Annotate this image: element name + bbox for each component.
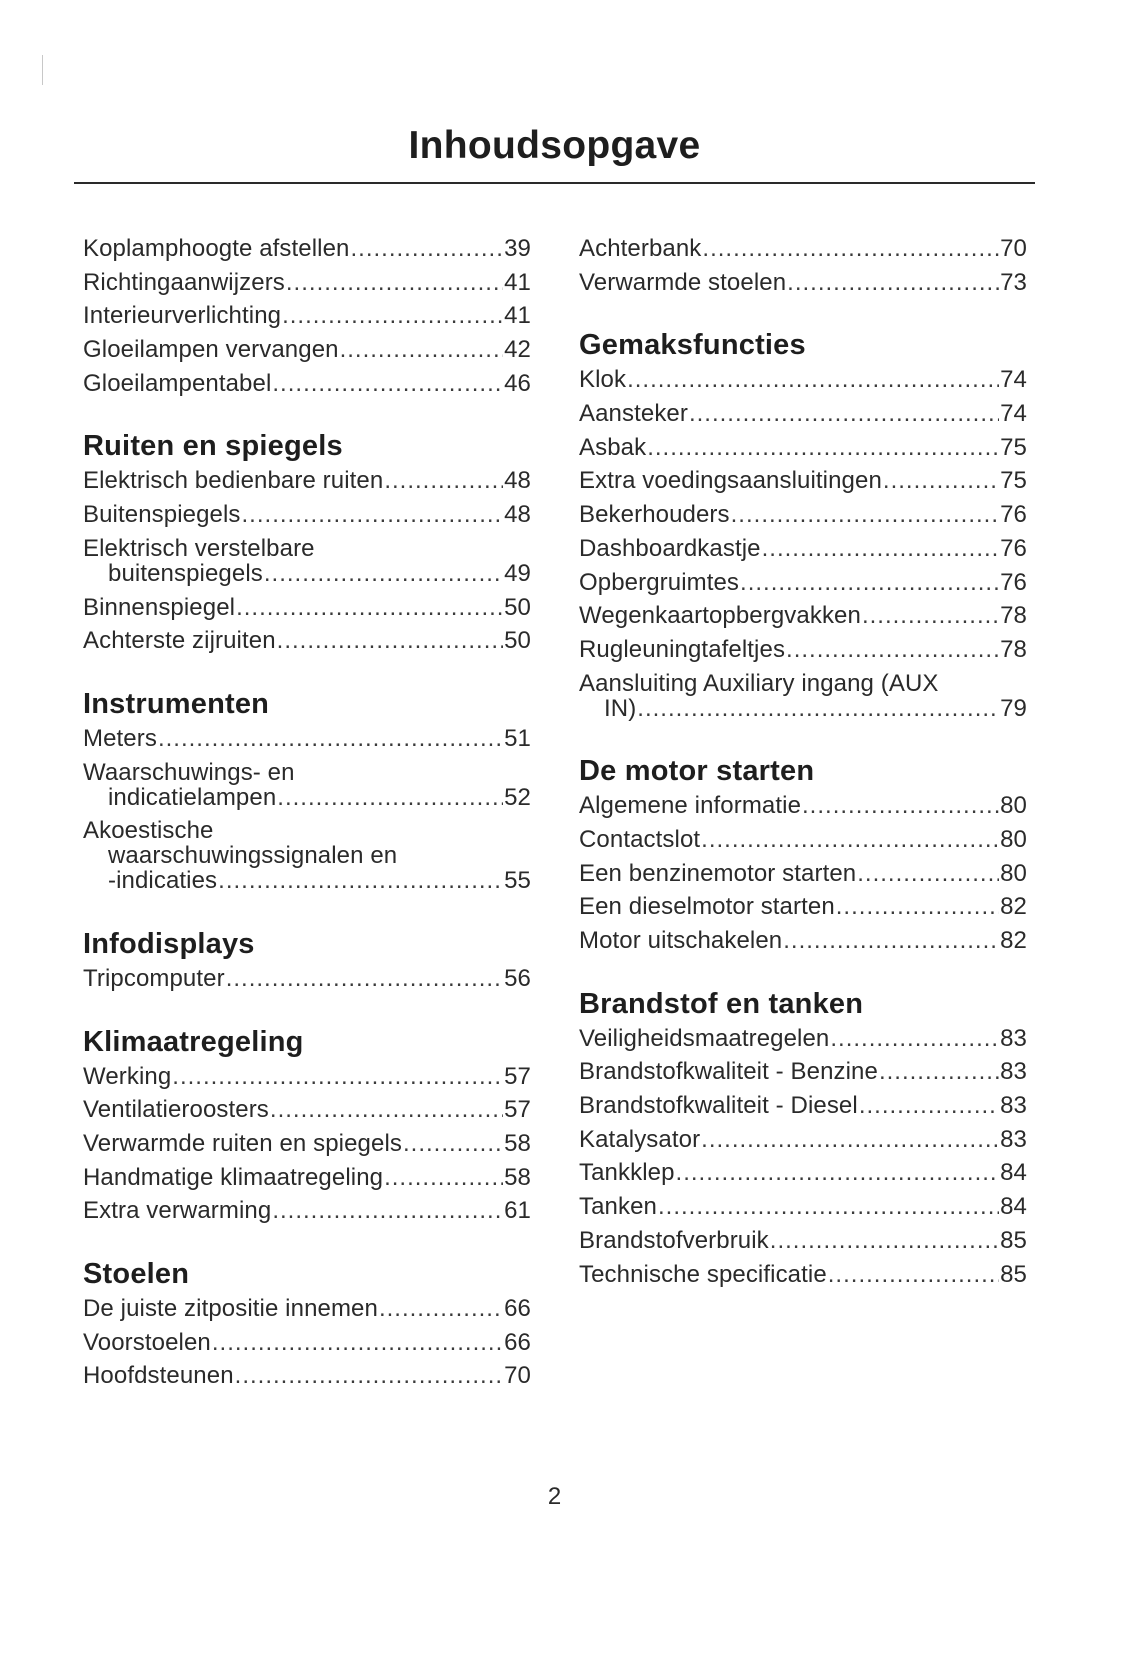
entry-row	[579, 536, 1027, 561]
entry-row	[83, 1296, 531, 1321]
entry-row	[83, 1165, 531, 1190]
entry-page-number: 50	[504, 627, 531, 655]
toc-entry[interactable]	[83, 814, 531, 898]
entry-row	[579, 827, 1027, 852]
toc-entry[interactable]	[83, 232, 531, 266]
entry-row	[579, 1093, 1027, 1118]
section-heading: Instrumenten	[83, 687, 270, 720]
dot-leader	[879, 1059, 999, 1084]
dot-leader	[859, 1093, 999, 1118]
entry-row	[83, 785, 531, 810]
toc-entry[interactable]	[579, 1224, 1027, 1258]
entry-page-number: 83	[1000, 1058, 1027, 1086]
entry-row	[579, 1160, 1027, 1185]
entry-page-number: 57	[504, 1062, 531, 1090]
entry-label: Wegenkaartopbergvakken	[579, 602, 861, 630]
entry-page-number: 52	[504, 783, 531, 811]
entry-label: Ventilatieroosters	[83, 1096, 269, 1124]
page-title: Inhoudsopgave	[408, 124, 701, 167]
entry-page-number: 73	[1000, 268, 1027, 296]
toc-column-left	[83, 232, 531, 1393]
entry-page-number: 80	[1000, 792, 1027, 820]
toc-entry[interactable]	[83, 299, 531, 333]
dot-leader	[218, 868, 503, 893]
entry-row	[579, 367, 1027, 392]
toc-entry[interactable]	[579, 431, 1027, 465]
entry-label-line: Elektrisch verstelbare	[83, 534, 315, 562]
entry-page-number: 56	[504, 964, 531, 992]
toc-section	[83, 687, 531, 898]
entry-label: Asbak	[579, 433, 647, 461]
dot-leader	[676, 1160, 1000, 1185]
entry-row	[83, 236, 531, 261]
entry-row	[83, 726, 531, 751]
toc-entry[interactable]	[83, 962, 531, 996]
entry-page-number: 79	[1000, 694, 1027, 722]
dot-leader	[340, 337, 504, 362]
toc-entry[interactable]	[579, 924, 1027, 958]
toc-entry[interactable]	[83, 624, 531, 658]
dot-leader	[883, 468, 999, 493]
entry-label: Bekerhouders	[579, 501, 730, 529]
toc-entry[interactable]	[83, 333, 531, 367]
dot-leader	[282, 303, 503, 328]
entry-label: Interieurverlichting	[83, 302, 282, 330]
section-heading: Ruiten en spiegels	[83, 430, 343, 463]
toc-entry[interactable]	[579, 857, 1027, 891]
dot-leader	[786, 637, 999, 662]
dot-leader	[857, 861, 999, 886]
dot-leader	[242, 502, 504, 527]
entry-page-number: 78	[1000, 602, 1027, 630]
dot-leader	[689, 401, 999, 426]
entry-label: Buitenspiegels	[83, 501, 241, 529]
entry-label: Brandstofkwaliteit - Benzine	[579, 1058, 878, 1086]
entry-page-number: 50	[504, 593, 531, 621]
entry-page-number: 41	[504, 268, 531, 296]
entry-label: IN)	[604, 694, 637, 722]
entry-label: Achterbank	[579, 235, 702, 262]
dot-leader	[836, 894, 999, 919]
dot-leader	[351, 236, 504, 261]
entry-page-number: 51	[504, 724, 531, 752]
entry-row	[83, 1064, 531, 1089]
entry-label: Gloeilampentabel	[83, 369, 272, 397]
dot-leader	[226, 966, 503, 991]
entry-row	[83, 561, 531, 586]
dot-leader	[403, 1131, 503, 1156]
dot-leader	[647, 435, 999, 460]
toc-section	[579, 987, 1027, 1292]
entry-label: buitenspiegels	[108, 559, 263, 587]
dot-leader	[828, 1262, 999, 1287]
toc-entry[interactable]	[579, 532, 1027, 566]
entry-row	[579, 861, 1027, 886]
entry-page-number: 74	[1000, 400, 1027, 428]
toc-entry[interactable]	[83, 532, 531, 591]
section-heading: Stoelen	[83, 1258, 190, 1291]
entry-row	[579, 603, 1027, 628]
entry-row	[83, 595, 531, 620]
dot-leader	[172, 1064, 503, 1089]
toc-entry[interactable]	[579, 498, 1027, 532]
entry-row	[579, 502, 1027, 527]
section-heading: Infodisplays	[83, 927, 255, 960]
entry-page-number: 84	[1000, 1159, 1027, 1187]
dot-leader	[384, 468, 503, 493]
entry-row	[579, 270, 1027, 295]
entry-label: Een benzinemotor starten	[579, 859, 857, 887]
toc-entry[interactable]	[83, 1161, 531, 1195]
toc-entry[interactable]	[83, 1060, 531, 1094]
dot-leader	[277, 628, 503, 653]
entry-label: -indicaties	[108, 867, 218, 895]
toc-entry[interactable]	[83, 498, 531, 532]
dot-leader	[740, 570, 999, 595]
entry-row	[83, 628, 531, 653]
title-divider	[74, 182, 1035, 184]
entry-label: Tripcomputer	[83, 964, 225, 992]
dot-leader	[658, 1194, 999, 1219]
entry-row	[83, 337, 531, 362]
entry-label: Verwarmde stoelen	[579, 268, 787, 296]
toc-section	[83, 1257, 531, 1393]
entry-page-number: 80	[1000, 825, 1027, 853]
entry-page-number: 58	[504, 1163, 531, 1191]
entry-label-line: Waarschuwings- en	[83, 758, 295, 786]
toc-entry[interactable]	[579, 1055, 1027, 1089]
entry-row	[83, 966, 531, 991]
entry-row	[83, 1198, 531, 1223]
entry-row	[579, 928, 1027, 953]
entry-label: Achterste zijruiten	[83, 627, 276, 655]
dot-leader	[212, 1330, 503, 1355]
entry-row	[579, 1228, 1027, 1253]
entry-row	[579, 435, 1027, 460]
toc-entry[interactable]	[579, 599, 1027, 633]
entry-label: Extra voedingsaansluitingen	[579, 467, 882, 495]
entry-row	[579, 1059, 1027, 1084]
entry-page-number: 48	[504, 467, 531, 495]
entry-page-number: 39	[504, 235, 531, 262]
entry-label: Brandstofkwaliteit - Diesel	[579, 1092, 858, 1120]
entry-label: Hoofdsteunen	[83, 1362, 234, 1390]
toc-entry[interactable]	[579, 823, 1027, 857]
entry-page-number: 83	[1000, 1125, 1027, 1153]
toc-entry[interactable]	[83, 1359, 531, 1393]
entry-label: Technische specificatie	[579, 1260, 827, 1288]
entry-label: Gloeilampen vervangen	[83, 336, 339, 364]
entry-label: Rugleuningtafeltjes	[579, 635, 786, 663]
toc-column-right	[579, 232, 1027, 1291]
toc-entry[interactable]	[579, 232, 1027, 266]
toc-section	[83, 429, 531, 657]
entry-label: Voorstoelen	[83, 1328, 211, 1356]
entry-row	[579, 1127, 1027, 1152]
entry-page-number: 75	[1000, 467, 1027, 495]
toc-entry[interactable]	[83, 756, 531, 815]
entry-label: Algemene informatie	[579, 792, 802, 820]
toc-entry[interactable]	[579, 1156, 1027, 1190]
page-number: 2	[547, 1483, 562, 1510]
toc-entry[interactable]	[579, 890, 1027, 924]
toc-entry[interactable]	[83, 1292, 531, 1326]
dot-leader	[637, 696, 999, 721]
dot-leader	[272, 371, 503, 396]
entry-page-number: 41	[504, 302, 531, 330]
entry-row	[579, 468, 1027, 493]
toc-entry[interactable]	[83, 367, 531, 401]
toc-entry[interactable]	[579, 1190, 1027, 1224]
entry-page-number: 75	[1000, 433, 1027, 461]
toc-entry[interactable]	[579, 266, 1027, 300]
toc-entry[interactable]	[83, 1326, 531, 1360]
toc-entry[interactable]	[579, 566, 1027, 600]
section-heading: Gemaksfuncties	[579, 329, 806, 362]
toc-section	[83, 927, 531, 996]
entry-page-number: 66	[504, 1328, 531, 1356]
entry-page-number: 55	[504, 867, 531, 895]
toc-entry[interactable]	[83, 1194, 531, 1228]
entry-page-number: 49	[504, 559, 531, 587]
entry-page-number: 85	[1000, 1226, 1027, 1254]
toc-entry[interactable]	[83, 1127, 531, 1161]
entry-label: Een dieselmotor starten	[579, 893, 835, 921]
entry-page-number: 76	[1000, 501, 1027, 529]
entry-row	[83, 1097, 531, 1122]
entry-page-number: 58	[504, 1130, 531, 1157]
toc-section	[83, 232, 531, 400]
entry-page-number: 83	[1000, 1092, 1027, 1120]
entry-row	[579, 696, 1027, 721]
entry-page-number: 76	[1000, 534, 1027, 562]
entry-label: Veiligheidsmaatregelen	[579, 1024, 830, 1052]
entry-label: Handmatige klimaatregeling	[83, 1163, 384, 1191]
dot-leader	[783, 928, 999, 953]
entry-row	[83, 502, 531, 527]
entry-page-number: 83	[1000, 1024, 1027, 1052]
dot-leader	[379, 1296, 503, 1321]
entry-label: Extra verwarming	[83, 1197, 272, 1225]
entry-page-number: 48	[504, 501, 531, 529]
dot-leader	[627, 367, 999, 392]
toc-entry[interactable]	[83, 591, 531, 625]
toc-entry[interactable]	[579, 667, 1027, 726]
entry-row	[83, 868, 531, 893]
entry-row	[83, 371, 531, 396]
page-edge-mark	[42, 55, 43, 85]
toc-entry[interactable]	[83, 1093, 531, 1127]
entry-page-number: 80	[1000, 859, 1027, 887]
entry-label: Klok	[579, 366, 627, 394]
entry-label-line: Akoestische	[83, 817, 214, 845]
entry-label: Katalysator	[579, 1125, 701, 1153]
entry-label: Motor uitschakelen	[579, 927, 783, 954]
entry-row	[83, 1363, 531, 1388]
toc-entry[interactable]	[579, 1123, 1027, 1157]
entry-label: Aansteker	[579, 400, 688, 428]
section-heading: Brandstof en tanken	[579, 987, 864, 1020]
entry-row	[579, 570, 1027, 595]
entry-label: Dashboardkastje	[579, 534, 761, 562]
entry-page-number: 70	[504, 1362, 531, 1390]
toc-entry[interactable]	[83, 464, 531, 498]
dot-leader	[731, 502, 999, 527]
entry-label: De juiste zitpositie innemen	[83, 1295, 378, 1323]
toc-section	[579, 232, 1027, 299]
entry-label: Brandstofverbruik	[579, 1226, 769, 1254]
entry-label: indicatielampen	[108, 783, 277, 811]
dot-leader	[158, 726, 503, 751]
dot-leader	[701, 827, 999, 852]
toc-section	[579, 754, 1027, 957]
entry-page-number: 78	[1000, 635, 1027, 663]
entry-row	[83, 303, 531, 328]
entry-page-number: 42	[504, 336, 531, 364]
entry-page-number: 46	[504, 369, 531, 397]
toc-entry[interactable]	[579, 789, 1027, 823]
dot-leader	[277, 785, 503, 810]
section-heading: De motor starten	[579, 755, 815, 788]
entry-label: Tankklep	[579, 1159, 675, 1187]
toc-section	[83, 1025, 531, 1228]
dot-leader	[830, 1026, 999, 1051]
toc-entry[interactable]	[579, 1258, 1027, 1292]
dot-leader	[286, 270, 503, 295]
entry-page-number: 82	[1000, 893, 1027, 921]
entry-page-number: 84	[1000, 1193, 1027, 1221]
entry-label: Richtingaanwijzers	[83, 268, 285, 296]
dot-leader	[701, 1127, 999, 1152]
dot-leader	[270, 1097, 503, 1122]
entry-label: Meters	[83, 724, 157, 752]
dot-leader	[702, 236, 999, 261]
entry-row	[83, 1330, 531, 1355]
entry-label: Elektrisch bedienbare ruiten	[83, 467, 384, 495]
toc-entry[interactable]	[579, 397, 1027, 431]
toc-section	[579, 328, 1027, 725]
toc-entry[interactable]	[579, 1022, 1027, 1056]
entry-row	[83, 468, 531, 493]
entry-label: Koplamphoogte afstellen	[83, 235, 350, 262]
entry-label: Tanken	[579, 1193, 657, 1221]
dot-leader	[272, 1198, 503, 1223]
entry-row	[83, 270, 531, 295]
toc-entry[interactable]	[83, 266, 531, 300]
entry-row	[579, 1026, 1027, 1051]
entry-label-line: waarschuwingssignalen en	[108, 842, 398, 870]
entry-row	[579, 401, 1027, 426]
dot-leader	[770, 1228, 999, 1253]
dot-leader	[236, 595, 503, 620]
entry-label: Verwarmde ruiten en spiegels	[83, 1130, 402, 1157]
toc-entry[interactable]	[579, 1089, 1027, 1123]
toc-entry[interactable]	[83, 722, 531, 756]
entry-page-number: 66	[504, 1295, 531, 1323]
entry-row	[579, 793, 1027, 818]
dot-leader	[802, 793, 999, 818]
entry-label: Contactslot	[579, 825, 701, 853]
toc-entry[interactable]	[579, 464, 1027, 498]
entry-row	[579, 236, 1027, 261]
entry-row	[579, 1262, 1027, 1287]
entry-row	[83, 1131, 531, 1156]
entry-row	[579, 637, 1027, 662]
dot-leader	[862, 603, 999, 628]
entry-label-line: Aansluiting Auxiliary ingang (AUX	[579, 669, 939, 697]
entry-label: Opbergruimtes	[579, 568, 740, 596]
entry-page-number: 70	[1000, 235, 1027, 262]
section-heading: Klimaatregeling	[83, 1025, 304, 1058]
toc-entry[interactable]	[579, 363, 1027, 397]
entry-page-number: 82	[1000, 927, 1027, 954]
toc-entry[interactable]	[579, 633, 1027, 667]
dot-leader	[384, 1165, 503, 1190]
entry-row	[579, 894, 1027, 919]
entry-page-number: 57	[504, 1096, 531, 1124]
dot-leader	[787, 270, 999, 295]
dot-leader	[264, 561, 503, 586]
entry-row	[579, 1194, 1027, 1219]
dot-leader	[762, 536, 999, 561]
entry-label: Binnenspiegel	[83, 593, 236, 621]
entry-page-number: 74	[1000, 366, 1027, 394]
dot-leader	[235, 1363, 503, 1388]
entry-page-number: 85	[1000, 1260, 1027, 1288]
entry-page-number: 76	[1000, 568, 1027, 596]
entry-page-number: 61	[504, 1197, 531, 1225]
entry-label: Werking	[83, 1062, 172, 1090]
